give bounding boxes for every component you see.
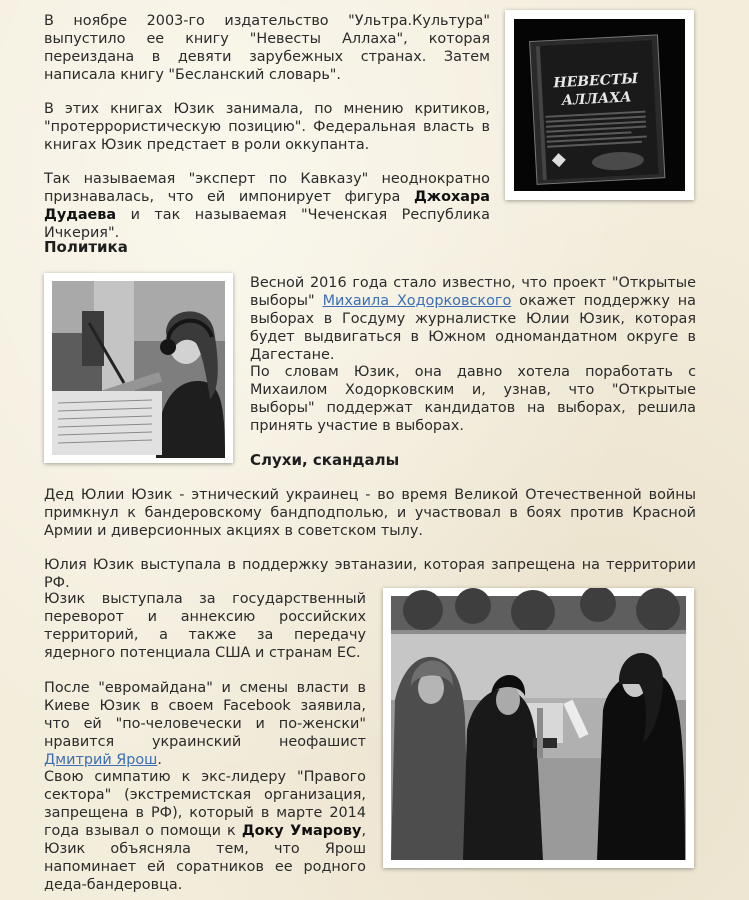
intro-paragraph-1: В ноябре 2003-го издательство "Ультра.Культура" выпустило ее книгу "Невесты Аллаха", которая переиздана в девяти зарубежных странах. Затем написала книгу "Бесланский словарь". [44, 13, 490, 83]
intro-paragraph-2: В этих книгах Юзик занимала, по мнению критиков, "протеррористическую позицию". Федеральная власть в книгах Юзик предстает в роли оккупанта. [44, 101, 490, 153]
link-khodorkovsky[interactable]: Михаила Ходорковского [322, 293, 512, 309]
rumors-paragraph-3: Юзик выступала за государственный переворот и аннексию российских территорий, а также за передачу ядерного потенциала США и странам ЕС. [44, 591, 366, 661]
radio-studio-photo [44, 273, 233, 463]
rumors-paragraph-4 [44, 679, 366, 769]
rumors-text: Свою симпатию к экс-лидеру "Правого сектора" (экстремистская организация, запрещена в РФ), который в марте 2014 года взывал о помощи к [44, 769, 366, 839]
link-yarosh[interactable]: Дмитрий Ярош [44, 752, 158, 768]
person-name-umarov: Доку Умарову [241, 823, 362, 839]
politics-paragraph-1 [250, 274, 696, 364]
street-crowd-photo [383, 588, 694, 868]
intro-text: и так называемая "Чеченская Республика Ичкерия". [44, 207, 490, 241]
rumors-text: . [157, 752, 162, 768]
intro-paragraph-3 [44, 170, 490, 242]
rumors-paragraph-2: Юлия Юзик выступала в поддержку эвтаназии, которая запрещена на территории РФ. [44, 557, 696, 591]
section-heading-politics: Политика [44, 238, 128, 256]
politics-paragraph-2: По словам Юзик, она давно хотела поработать с Михаилом Ходорковским и, узнав, что "Открытые выборы" поддержат кандидатов на выборах, решила принять участие в выборах. [250, 364, 696, 434]
book-title-line-1: НЕВЕСТЫ [552, 70, 639, 92]
politics-text: окажет поддержку на выборах в Госдуму журналистке Юлии Юзик, которая будет выдвигаться в Южном одномандатном округе в Дагестане. [250, 293, 696, 363]
book-title-line-2: АЛЛАХА [561, 89, 632, 109]
rumors-paragraph-1: Дед Юлии Юзик - этнический украинец - во время Великой Отечественной войны примкнул к бандеровскому бандподполью, и участвовал в боях против Красной Армии и диверсионных акциях в советском тылу. [44, 487, 696, 539]
book-cover-image [505, 10, 694, 200]
rumors-text: , Юзик объясняла тем, что Ярош напоминает ей соратников ее родного деда-бандеровца. [44, 823, 367, 893]
section-heading-rumors: Слухи, скандалы [250, 451, 400, 469]
rumors-text: После "евромайдана" и смены власти в Киеве Юзик в своем Facebook заявила, что ей "по-человечески и по-женски" нравится украинский неофашист [44, 680, 366, 750]
intro-text: Так называемая "эксперт по Кавказу" неоднократно признавалась, что ей импонирует фигура [44, 171, 490, 205]
person-name-dudaev: Джохара Дудаева [44, 189, 490, 223]
rumors-paragraph-5 [44, 768, 366, 894]
politics-text: Весной 2016 года стало известно, что проект "Открытые выборы" [250, 275, 696, 309]
